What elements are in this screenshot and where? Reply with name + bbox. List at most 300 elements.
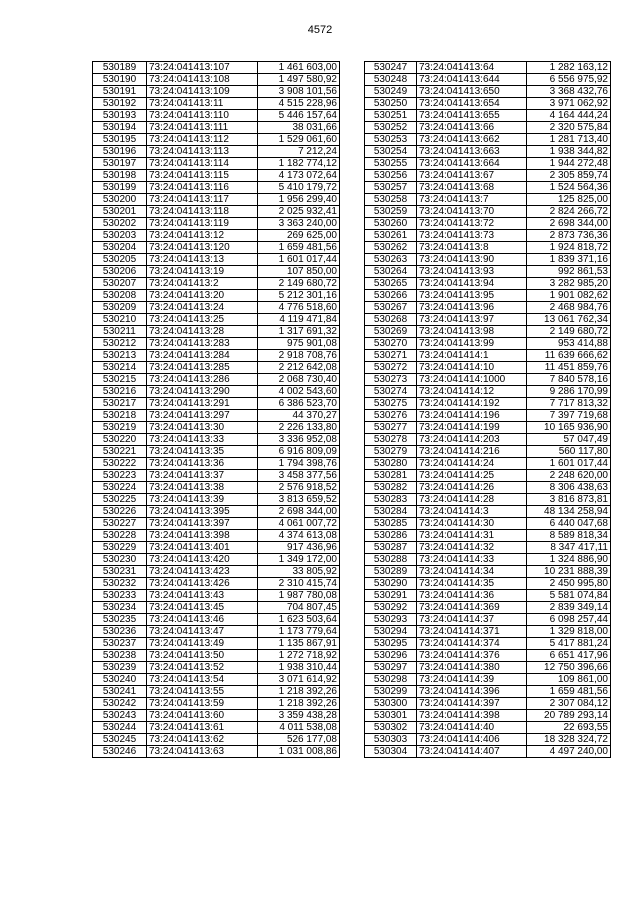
table-row — [365, 590, 611, 602]
table-row — [365, 254, 611, 266]
cadastral-value: 4 497 240,00 — [527, 746, 611, 758]
cadastral-number: 73:24:041414:34 — [417, 566, 527, 578]
cadastral-number: 73:24:041413:297 — [147, 410, 258, 422]
cadastral-value: 109 861,00 — [527, 674, 611, 686]
cadastral-number: 73:24:041414:30 — [417, 518, 527, 530]
cadastral-value: 6 098 257,44 — [527, 614, 611, 626]
cadastral-number: 73:24:041413:63 — [147, 746, 258, 758]
table-row — [93, 506, 340, 518]
cadastral-value: 1 901 082,62 — [527, 290, 611, 302]
row-number: 530193 — [93, 110, 147, 122]
table-row — [365, 470, 611, 482]
cadastral-value: 1 938 310,44 — [258, 662, 340, 674]
row-number: 530257 — [365, 182, 417, 194]
table-row — [365, 218, 611, 230]
cadastral-number: 73:24:041413:112 — [147, 134, 258, 146]
table-row — [93, 146, 340, 158]
row-number: 530222 — [93, 458, 147, 470]
table-row — [93, 410, 340, 422]
cadastral-number: 73:24:041413:644 — [417, 74, 527, 86]
cadastral-number: 73:24:041414:203 — [417, 434, 527, 446]
cadastral-value: 3 071 614,92 — [258, 674, 340, 686]
cadastral-number: 73:24:041413:19 — [147, 266, 258, 278]
row-number: 530215 — [93, 374, 147, 386]
cadastral-value: 33 805,92 — [258, 566, 340, 578]
table-row — [365, 578, 611, 590]
cadastral-number: 73:24:041413:654 — [417, 98, 527, 110]
cadastral-value: 1 987 780,08 — [258, 590, 340, 602]
table-row — [93, 542, 340, 554]
table-row — [93, 422, 340, 434]
row-number: 530225 — [93, 494, 147, 506]
table-row — [365, 302, 611, 314]
row-number: 530191 — [93, 86, 147, 98]
table-row — [93, 230, 340, 242]
row-number: 530301 — [365, 710, 417, 722]
table-row — [365, 530, 611, 542]
page-number: 4572 — [307, 24, 333, 36]
table-row — [365, 74, 611, 86]
table-row — [93, 530, 340, 542]
row-number: 530209 — [93, 302, 147, 314]
cadastral-value: 1 329 818,00 — [527, 626, 611, 638]
table-row — [365, 602, 611, 614]
row-number: 530216 — [93, 386, 147, 398]
cadastral-value: 4 776 518,60 — [258, 302, 340, 314]
row-number: 530300 — [365, 698, 417, 710]
row-number: 530256 — [365, 170, 417, 182]
row-number: 530197 — [93, 158, 147, 170]
table-row — [365, 314, 611, 326]
cadastral-number: 73:24:041414:192 — [417, 398, 527, 410]
row-number: 530212 — [93, 338, 147, 350]
row-number: 530264 — [365, 266, 417, 278]
row-number: 530214 — [93, 362, 147, 374]
row-number: 530294 — [365, 626, 417, 638]
cadastral-value: 7 212,24 — [258, 146, 340, 158]
table-row — [93, 650, 340, 662]
cadastral-number: 73:24:041413:664 — [417, 158, 527, 170]
cadastral-value: 48 134 258,94 — [527, 506, 611, 518]
cadastral-value: 13 061 762,34 — [527, 314, 611, 326]
table-row — [93, 74, 340, 86]
cadastral-number: 73:24:041413:2 — [147, 278, 258, 290]
table-row — [93, 278, 340, 290]
row-number: 530285 — [365, 518, 417, 530]
cadastral-value: 7 717 813,32 — [527, 398, 611, 410]
cadastral-value: 2 320 575,84 — [527, 122, 611, 134]
cadastral-value: 12 750 396,66 — [527, 662, 611, 674]
table-row — [93, 722, 340, 734]
table-row — [365, 506, 611, 518]
cadastral-number: 73:24:041414:396 — [417, 686, 527, 698]
cadastral-value: 1 944 272,48 — [527, 158, 611, 170]
row-number: 530204 — [93, 242, 147, 254]
table-row — [93, 614, 340, 626]
cadastral-value: 18 328 324,72 — [527, 734, 611, 746]
table-row — [365, 686, 611, 698]
cadastral-value: 526 177,08 — [258, 734, 340, 746]
cadastral-value: 953 414,88 — [527, 338, 611, 350]
cadastral-number: 73:24:041414:199 — [417, 422, 527, 434]
cadastral-value: 2 212 642,08 — [258, 362, 340, 374]
row-number: 530207 — [93, 278, 147, 290]
table-row — [365, 482, 611, 494]
row-number: 530258 — [365, 194, 417, 206]
row-number: 530277 — [365, 422, 417, 434]
cadastral-number: 73:24:041413:36 — [147, 458, 258, 470]
cadastral-number: 73:24:041413:284 — [147, 350, 258, 362]
row-number: 530194 — [93, 122, 147, 134]
cadastral-value: 4 374 613,08 — [258, 530, 340, 542]
cadastral-number: 73:24:041414:36 — [417, 590, 527, 602]
table-row — [93, 482, 340, 494]
cadastral-value: 1 349 172,00 — [258, 554, 340, 566]
row-number: 530224 — [93, 482, 147, 494]
cadastral-value: 3 813 659,52 — [258, 494, 340, 506]
table-row — [365, 494, 611, 506]
cadastral-number: 73:24:041413:118 — [147, 206, 258, 218]
row-number: 530227 — [93, 518, 147, 530]
cadastral-number: 73:24:041413:93 — [417, 266, 527, 278]
cadastral-number: 73:24:041413:66 — [417, 122, 527, 134]
cadastral-number: 73:24:041413:35 — [147, 446, 258, 458]
table-row — [93, 734, 340, 746]
cadastral-number: 73:24:041413:99 — [417, 338, 527, 350]
table-row — [365, 554, 611, 566]
table-row — [365, 338, 611, 350]
row-number: 530281 — [365, 470, 417, 482]
cadastral-number: 73:24:041414:25 — [417, 470, 527, 482]
table-row — [93, 314, 340, 326]
table-row — [365, 110, 611, 122]
row-number: 530260 — [365, 218, 417, 230]
row-number: 530268 — [365, 314, 417, 326]
cadastral-value: 4 164 444,24 — [527, 110, 611, 122]
row-number: 530254 — [365, 146, 417, 158]
table-row — [93, 434, 340, 446]
table-row — [93, 626, 340, 638]
cadastral-value: 1 031 008,86 — [258, 746, 340, 758]
cadastral-number: 73:24:041413:96 — [417, 302, 527, 314]
cadastral-number: 73:24:041413:420 — [147, 554, 258, 566]
cadastral-number: 73:24:041413:110 — [147, 110, 258, 122]
cadastral-value: 5 581 074,84 — [527, 590, 611, 602]
row-number: 530269 — [365, 326, 417, 338]
cadastral-value: 5 212 301,16 — [258, 290, 340, 302]
cadastral-number: 73:24:041413:95 — [417, 290, 527, 302]
table-row — [93, 110, 340, 122]
row-number: 530273 — [365, 374, 417, 386]
cadastral-value: 2 305 859,74 — [527, 170, 611, 182]
cadastral-value: 1 956 299,40 — [258, 194, 340, 206]
cadastral-value: 5 417 881,24 — [527, 638, 611, 650]
cadastral-number: 73:24:041413:398 — [147, 530, 258, 542]
table-row — [365, 134, 611, 146]
table-row — [93, 458, 340, 470]
table-row — [93, 242, 340, 254]
table-row — [93, 302, 340, 314]
cadastral-number: 73:24:041413:28 — [147, 326, 258, 338]
cadastral-value: 2 149 680,72 — [258, 278, 340, 290]
row-number: 530226 — [93, 506, 147, 518]
cadastral-value: 1 659 481,56 — [258, 242, 340, 254]
row-number: 530189 — [93, 62, 147, 74]
cadastral-value: 1 924 818,72 — [527, 242, 611, 254]
row-number: 530221 — [93, 446, 147, 458]
cadastral-value: 975 901,08 — [258, 338, 340, 350]
row-number: 530195 — [93, 134, 147, 146]
cadastral-value: 2 248 620,00 — [527, 470, 611, 482]
table-row — [93, 698, 340, 710]
cadastral-value: 5 446 157,64 — [258, 110, 340, 122]
table-row — [365, 638, 611, 650]
cadastral-value: 2 068 730,40 — [258, 374, 340, 386]
cadastral-value: 1 659 481,56 — [527, 686, 611, 698]
cadastral-number: 73:24:041413:60 — [147, 710, 258, 722]
row-number: 530271 — [365, 350, 417, 362]
cadastral-value: 2 450 995,80 — [527, 578, 611, 590]
cadastral-number: 73:24:041413:286 — [147, 374, 258, 386]
row-number: 530246 — [93, 746, 147, 758]
cadastral-number: 73:24:041413:64 — [417, 62, 527, 74]
cadastral-number: 73:24:041413:67 — [417, 170, 527, 182]
cadastral-value: 2 576 918,52 — [258, 482, 340, 494]
table-row — [93, 566, 340, 578]
row-number: 530196 — [93, 146, 147, 158]
row-number: 530236 — [93, 626, 147, 638]
table-row — [93, 470, 340, 482]
table-row — [93, 590, 340, 602]
cadastral-number: 73:24:041413:7 — [417, 194, 527, 206]
row-number: 530248 — [365, 74, 417, 86]
row-number: 530198 — [93, 170, 147, 182]
row-number: 530249 — [365, 86, 417, 98]
table-row — [93, 338, 340, 350]
row-number: 530252 — [365, 122, 417, 134]
row-number: 530299 — [365, 686, 417, 698]
cadastral-number: 73:24:041413:97 — [417, 314, 527, 326]
cadastral-number: 73:24:041414:406 — [417, 734, 527, 746]
row-number: 530255 — [365, 158, 417, 170]
cadastral-value: 1 281 713,40 — [527, 134, 611, 146]
cadastral-value: 3 458 377,56 — [258, 470, 340, 482]
table-row — [365, 410, 611, 422]
row-number: 530235 — [93, 614, 147, 626]
cadastral-number: 73:24:041414:35 — [417, 578, 527, 590]
cadastral-value: 1 497 580,92 — [258, 74, 340, 86]
cadastral-number: 73:24:041414:40 — [417, 722, 527, 734]
cadastral-value: 8 347 417,11 — [527, 542, 611, 554]
row-number: 530232 — [93, 578, 147, 590]
cadastral-value: 4 011 538,08 — [258, 722, 340, 734]
cadastral-value: 2 310 415,74 — [258, 578, 340, 590]
cadastral-number: 73:24:041413:62 — [147, 734, 258, 746]
cadastral-value: 4 119 471,84 — [258, 314, 340, 326]
cadastral-number: 73:24:041413:20 — [147, 290, 258, 302]
cadastral-number: 73:24:041413:50 — [147, 650, 258, 662]
row-number: 530241 — [93, 686, 147, 698]
table-row — [365, 710, 611, 722]
row-number: 530244 — [93, 722, 147, 734]
row-number: 530286 — [365, 530, 417, 542]
cadastral-value: 10 165 936,90 — [527, 422, 611, 434]
cadastral-value: 992 861,53 — [527, 266, 611, 278]
row-number: 530278 — [365, 434, 417, 446]
table-row — [93, 182, 340, 194]
row-number: 530213 — [93, 350, 147, 362]
row-number: 530295 — [365, 638, 417, 650]
table-row — [365, 374, 611, 386]
cadastral-number: 73:24:041413:395 — [147, 506, 258, 518]
row-number: 530201 — [93, 206, 147, 218]
cadastral-value: 1 601 017,44 — [527, 458, 611, 470]
table-row — [365, 242, 611, 254]
row-number: 530291 — [365, 590, 417, 602]
cadastral-number: 73:24:041413:47 — [147, 626, 258, 638]
table-row — [93, 710, 340, 722]
table-row — [93, 602, 340, 614]
cadastral-value: 6 556 975,92 — [527, 74, 611, 86]
cadastral-number: 73:24:041413:108 — [147, 74, 258, 86]
cadastral-number: 73:24:041414:371 — [417, 626, 527, 638]
cadastral-value: 2 824 266,72 — [527, 206, 611, 218]
row-number: 530302 — [365, 722, 417, 734]
table-row — [365, 674, 611, 686]
table-row — [93, 62, 340, 74]
cadastral-number: 73:24:041414:369 — [417, 602, 527, 614]
table-row — [365, 446, 611, 458]
cadastral-number: 73:24:041413:109 — [147, 86, 258, 98]
table-row — [93, 674, 340, 686]
table-row — [93, 518, 340, 530]
row-number: 530205 — [93, 254, 147, 266]
cadastral-number: 73:24:041413:61 — [147, 722, 258, 734]
table-row — [365, 206, 611, 218]
cadastral-number: 73:24:041414:376 — [417, 650, 527, 662]
cadastral-value: 1 218 392,26 — [258, 686, 340, 698]
cadastral-number: 73:24:041413:70 — [417, 206, 527, 218]
cadastral-number: 73:24:041413:43 — [147, 590, 258, 602]
table-row — [365, 62, 611, 74]
cadastral-value: 44 370,27 — [258, 410, 340, 422]
row-number: 530283 — [365, 494, 417, 506]
cadastral-number: 73:24:041414:39 — [417, 674, 527, 686]
cadastral-number: 73:24:041414:26 — [417, 482, 527, 494]
table-row — [365, 182, 611, 194]
cadastral-value: 1 461 603,00 — [258, 62, 340, 74]
cadastral-number: 73:24:041413:68 — [417, 182, 527, 194]
cadastral-value: 2 025 932,41 — [258, 206, 340, 218]
table-row — [365, 122, 611, 134]
cadastral-value: 1 218 392,26 — [258, 698, 340, 710]
cadastral-number: 73:24:041413:13 — [147, 254, 258, 266]
registry-table-left — [92, 61, 340, 758]
cadastral-value: 9 286 170,99 — [527, 386, 611, 398]
row-number: 530233 — [93, 590, 147, 602]
cadastral-number: 73:24:041413:49 — [147, 638, 258, 650]
cadastral-value: 4 515 228,96 — [258, 98, 340, 110]
table-row — [365, 326, 611, 338]
cadastral-value: 107 850,00 — [258, 266, 340, 278]
cadastral-number: 73:24:041413:283 — [147, 338, 258, 350]
table-row — [365, 662, 611, 674]
cadastral-number: 73:24:041413:55 — [147, 686, 258, 698]
cadastral-value: 20 789 293,14 — [527, 710, 611, 722]
row-number: 530208 — [93, 290, 147, 302]
table-row — [93, 578, 340, 590]
row-number: 530253 — [365, 134, 417, 146]
table-row — [365, 722, 611, 734]
cadastral-value: 3 363 240,00 — [258, 218, 340, 230]
table-row — [93, 554, 340, 566]
registry-table-right — [364, 61, 611, 758]
table-row — [365, 170, 611, 182]
row-number: 530270 — [365, 338, 417, 350]
row-number: 530238 — [93, 650, 147, 662]
table-row — [93, 122, 340, 134]
cadastral-number: 73:24:041413:285 — [147, 362, 258, 374]
cadastral-value: 4 061 007,72 — [258, 518, 340, 530]
cadastral-number: 73:24:041413:54 — [147, 674, 258, 686]
table-row — [93, 218, 340, 230]
cadastral-number: 73:24:041413:73 — [417, 230, 527, 242]
cadastral-number: 73:24:041413:52 — [147, 662, 258, 674]
cadastral-value: 8 589 818,34 — [527, 530, 611, 542]
row-number: 530199 — [93, 182, 147, 194]
table-row — [93, 290, 340, 302]
cadastral-value: 6 440 047,68 — [527, 518, 611, 530]
cadastral-number: 73:24:041414:33 — [417, 554, 527, 566]
row-number: 530293 — [365, 614, 417, 626]
cadastral-number: 73:24:041413:12 — [147, 230, 258, 242]
cadastral-value: 3 336 952,08 — [258, 434, 340, 446]
cadastral-number: 73:24:041413:107 — [147, 62, 258, 74]
cadastral-value: 2 226 133,80 — [258, 422, 340, 434]
cadastral-number: 73:24:041414:28 — [417, 494, 527, 506]
cadastral-number: 73:24:041413:650 — [417, 86, 527, 98]
table-row — [365, 350, 611, 362]
cadastral-value: 1 324 886,90 — [527, 554, 611, 566]
cadastral-value: 1 623 503,64 — [258, 614, 340, 626]
cadastral-number: 73:24:041414:380 — [417, 662, 527, 674]
row-number: 530296 — [365, 650, 417, 662]
row-number: 530287 — [365, 542, 417, 554]
row-number: 530288 — [365, 554, 417, 566]
cadastral-number: 73:24:041414:3 — [417, 506, 527, 518]
table-row — [93, 398, 340, 410]
row-number: 530220 — [93, 434, 147, 446]
cadastral-value: 57 047,49 — [527, 434, 611, 446]
table-row — [365, 386, 611, 398]
table-row — [365, 290, 611, 302]
row-number: 530304 — [365, 746, 417, 758]
cadastral-value: 2 307 084,12 — [527, 698, 611, 710]
cadastral-number: 73:24:041414:12 — [417, 386, 527, 398]
cadastral-number: 73:24:041413:59 — [147, 698, 258, 710]
cadastral-value: 10 231 888,39 — [527, 566, 611, 578]
row-number: 530245 — [93, 734, 147, 746]
cadastral-value: 3 908 101,56 — [258, 86, 340, 98]
cadastral-value: 11 639 666,62 — [527, 350, 611, 362]
cadastral-number: 73:24:041413:120 — [147, 242, 258, 254]
row-number: 530239 — [93, 662, 147, 674]
table-row — [365, 458, 611, 470]
cadastral-value: 125 825,00 — [527, 194, 611, 206]
cadastral-number: 73:24:041413:115 — [147, 170, 258, 182]
table-row — [365, 98, 611, 110]
cadastral-value: 3 359 438,28 — [258, 710, 340, 722]
